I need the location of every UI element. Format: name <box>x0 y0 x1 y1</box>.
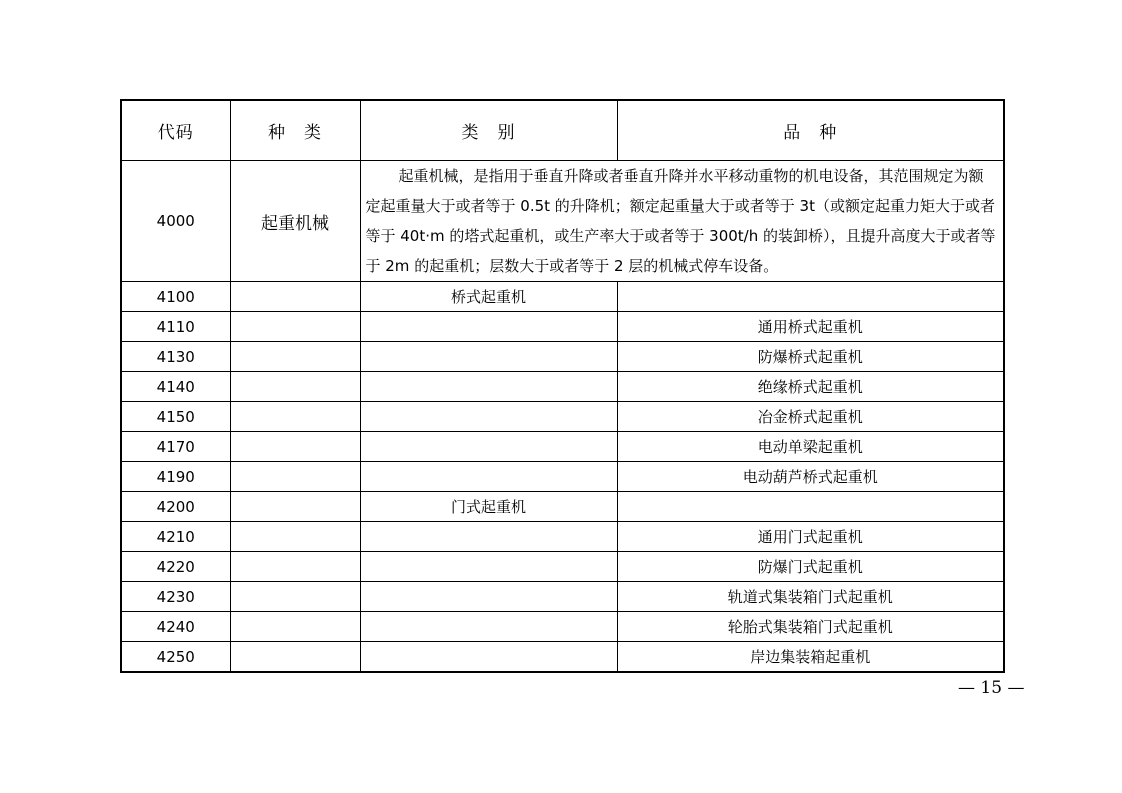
header-code: 代码 <box>121 100 230 161</box>
main-description-cell: 起重机械，是指用于垂直升降或者垂直升降并水平移动重物的机电设备，其范围规定为额定起重量大于或者等于 0.5t 的升降机；额定起重量大于或者等于 3t（或额定起重力矩大于或者等于 40t·m 的塔式起重机，或生产率大于或者等于 300t/h 的装卸桥），且提升高度大于或者等于 2m 的起重机；层数大于或者等于 2 层的机械式停车设备。 <box>360 161 1004 282</box>
header-row <box>121 100 1004 161</box>
variety-cell: 轨道式集装箱门式起重机 <box>617 582 1004 612</box>
header-category: 类 别 <box>360 100 617 161</box>
kind-cell <box>230 492 360 522</box>
table-row <box>121 642 1004 673</box>
variety-cell: 通用桥式起重机 <box>617 312 1004 342</box>
kind-cell <box>230 282 360 312</box>
category-cell: 桥式起重机 <box>360 282 617 312</box>
variety-cell: 防爆门式起重机 <box>617 552 1004 582</box>
category-cell <box>360 312 617 342</box>
table-row <box>121 312 1004 342</box>
category-cell <box>360 402 617 432</box>
code-cell: 4140 <box>121 372 230 402</box>
code-cell: 4190 <box>121 462 230 492</box>
code-cell: 4170 <box>121 432 230 462</box>
table-row <box>121 492 1004 522</box>
code-cell: 4100 <box>121 282 230 312</box>
table-row <box>121 462 1004 492</box>
variety-cell <box>617 282 1004 312</box>
variety-cell: 电动葫芦桥式起重机 <box>617 462 1004 492</box>
equipment-catalog-table <box>120 99 1005 673</box>
kind-cell <box>230 552 360 582</box>
kind-cell <box>230 522 360 552</box>
category-cell <box>360 462 617 492</box>
table-row <box>121 282 1004 312</box>
kind-cell <box>230 402 360 432</box>
code-cell: 4110 <box>121 312 230 342</box>
variety-cell: 绝缘桥式起重机 <box>617 372 1004 402</box>
variety-cell: 冶金桥式起重机 <box>617 402 1004 432</box>
table-row <box>121 612 1004 642</box>
code-cell: 4230 <box>121 582 230 612</box>
category-cell <box>360 552 617 582</box>
category-cell <box>360 432 617 462</box>
table-row <box>121 342 1004 372</box>
category-cell <box>360 582 617 612</box>
equipment-catalog-table-wrapper <box>120 99 1003 672</box>
header-kind: 种 类 <box>230 100 360 161</box>
kind-cell <box>230 312 360 342</box>
code-cell: 4150 <box>121 402 230 432</box>
code-cell: 4210 <box>121 522 230 552</box>
table-row <box>121 402 1004 432</box>
header-variety: 品 种 <box>617 100 1004 161</box>
category-cell <box>360 642 617 673</box>
category-cell <box>360 522 617 552</box>
category-cell <box>360 342 617 372</box>
kind-cell <box>230 642 360 673</box>
code-cell: 4240 <box>121 612 230 642</box>
main-kind-row <box>121 161 1004 282</box>
kind-cell <box>230 462 360 492</box>
kind-cell <box>230 432 360 462</box>
kind-cell <box>230 582 360 612</box>
variety-cell: 轮胎式集装箱门式起重机 <box>617 612 1004 642</box>
variety-cell: 电动单梁起重机 <box>617 432 1004 462</box>
page-number: — 15 — <box>958 678 1025 698</box>
main-code-cell: 4000 <box>121 161 230 282</box>
variety-cell: 通用门式起重机 <box>617 522 1004 552</box>
table-row <box>121 582 1004 612</box>
category-cell <box>360 372 617 402</box>
category-cell: 门式起重机 <box>360 492 617 522</box>
code-cell: 4220 <box>121 552 230 582</box>
kind-cell <box>230 342 360 372</box>
table-row <box>121 372 1004 402</box>
variety-cell: 岸边集装箱起重机 <box>617 642 1004 673</box>
code-cell: 4200 <box>121 492 230 522</box>
main-kind-cell: 起重机械 <box>230 161 360 282</box>
variety-cell: 防爆桥式起重机 <box>617 342 1004 372</box>
category-cell <box>360 612 617 642</box>
code-cell: 4130 <box>121 342 230 372</box>
variety-cell <box>617 492 1004 522</box>
kind-cell <box>230 372 360 402</box>
code-cell: 4250 <box>121 642 230 673</box>
table-row <box>121 432 1004 462</box>
table-row <box>121 522 1004 552</box>
table-row <box>121 552 1004 582</box>
kind-cell <box>230 612 360 642</box>
